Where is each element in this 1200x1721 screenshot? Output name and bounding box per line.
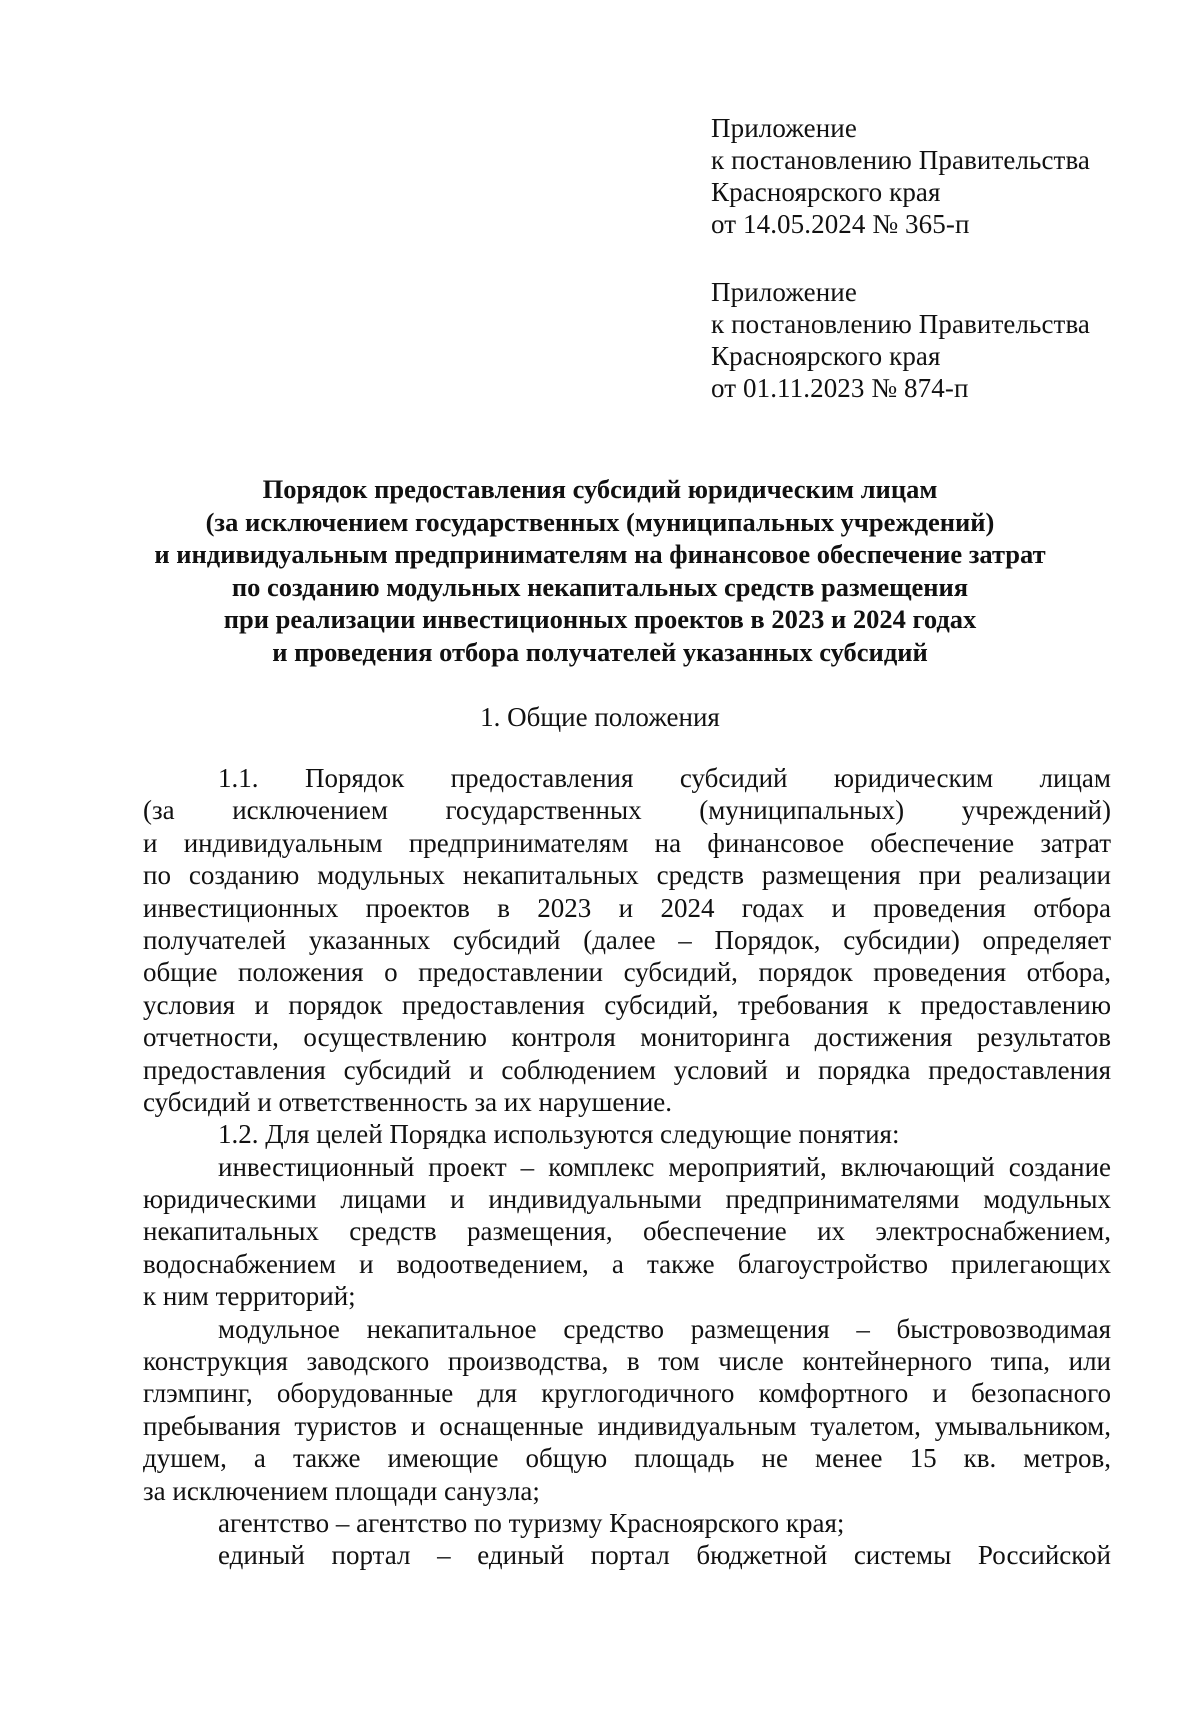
paragraph-1-1-line: по созданию модульных некапитальных средств размещения при реализации: [143, 860, 1111, 891]
definition-modular-facility-line: конструкция заводского производства, в том числе контейнерного типа, или: [143, 1346, 1111, 1377]
definition-unified-portal-line: единый портал – единый портал бюджетной системы Российской: [218, 1540, 1111, 1571]
appendix-previous-date-number: от 01.11.2023 № 874-п: [711, 373, 969, 403]
paragraph-1-1-line: (за исключением государственных (муниципальных) учреждений): [143, 795, 1111, 826]
definition-investment-project-line: водоснабжением и водоотведением, а также благоустройство прилегающих: [143, 1248, 1111, 1279]
definition-modular-facility-last-line: за исключением площади санузла;: [143, 1475, 540, 1506]
title-line: (за исключением государственных (муниципальных учреждений): [205, 506, 995, 537]
definition-modular-facility-line: глэмпинг, оборудованные для круглогодичного комфортного и безопасного: [143, 1378, 1111, 1409]
definition-investment-project-line: юридическими лицами и индивидуальными предпринимателями модульных: [143, 1184, 1111, 1215]
paragraph-1-1-line: и индивидуальным предпринимателям на финансовое обеспечение затрат: [143, 827, 1111, 858]
paragraph-1-1-line: предоставления субсидий и соблюдением условий и порядка предоставления: [143, 1054, 1111, 1085]
appendix-previous-line: Красноярского края: [711, 341, 941, 371]
appendix-previous-line: к постановлению Правительства: [711, 309, 1091, 339]
title-line: при реализации инвестиционных проектов в 2023 и 2024 годах: [223, 604, 977, 634]
section-heading: 1. Общие положения: [480, 702, 720, 732]
definition-investment-project-line: некапитальных средств размещения, обеспечение их электроснабжением,: [143, 1216, 1111, 1247]
paragraph-1-1-line: общие положения о предоставлении субсидий, порядок проведения отбора,: [143, 957, 1111, 988]
appendix-current-line: к постановлению Правительства: [711, 145, 1091, 175]
definition-investment-project-last-line: к ним территорий;: [143, 1281, 356, 1312]
title-line: и проведения отбора получателей указанных субсидий: [272, 636, 928, 667]
paragraph-1-2-line: 1.2. Для целей Порядка используются следующие понятия:: [218, 1119, 900, 1150]
appendix-previous-block: [711, 276, 1090, 404]
paragraph-1-1-line: 1.1. Порядок предоставления субсидий юридическим лицам: [218, 763, 1111, 793]
paragraph-1-1-line: получателей указанных субсидий (далее – Порядок, субсидии) определяет: [143, 924, 1111, 955]
definition-modular-facility-line: модульное некапитальное средство размещения – быстровозводимая: [218, 1313, 1111, 1344]
appendix-previous-line: Приложение: [711, 277, 857, 307]
appendix-current-block: [711, 112, 1090, 240]
body-text: [143, 762, 1111, 1572]
definition-modular-facility-line: пребывания туристов и оснащенные индивидуальным туалетом, умывальником,: [143, 1410, 1111, 1441]
paragraph-1-1-line: условия и порядок предоставления субсидий, требования к предоставлению: [143, 989, 1111, 1020]
paragraph-1-1-line: отчетности, осуществлению контроля мониторинга достижения результатов: [143, 1022, 1111, 1053]
appendix-current-line: Красноярского края: [711, 177, 941, 207]
title-line: Порядок предоставления субсидий юридическим лицам: [262, 474, 938, 504]
appendix-current-line: Приложение: [711, 113, 857, 143]
paragraph-1-1-last-line: субсидий и ответственность за их нарушение.: [143, 1086, 673, 1117]
definition-modular-facility-line: душем, а также имеющие общую площадь не менее 15 кв. метров,: [143, 1443, 1111, 1474]
title-line: по созданию модульных некапитальных средств размещения: [231, 571, 969, 602]
document-title: [0, 473, 1200, 668]
definition-investment-project-line: инвестиционный проект – комплекс мероприятий, включающий создание: [218, 1151, 1111, 1182]
definition-agency-line: агентство – агентство по туризму Красноярского края;: [218, 1507, 845, 1538]
paragraph-1-1-line: инвестиционных проектов в 2023 и 2024 годах и проведения отбора: [143, 892, 1111, 923]
appendix-current-date-number: от 14.05.2024 № 365-п: [711, 209, 970, 239]
title-line: и индивидуальным предпринимателям на финансовое обеспечение затрат: [154, 539, 1046, 569]
